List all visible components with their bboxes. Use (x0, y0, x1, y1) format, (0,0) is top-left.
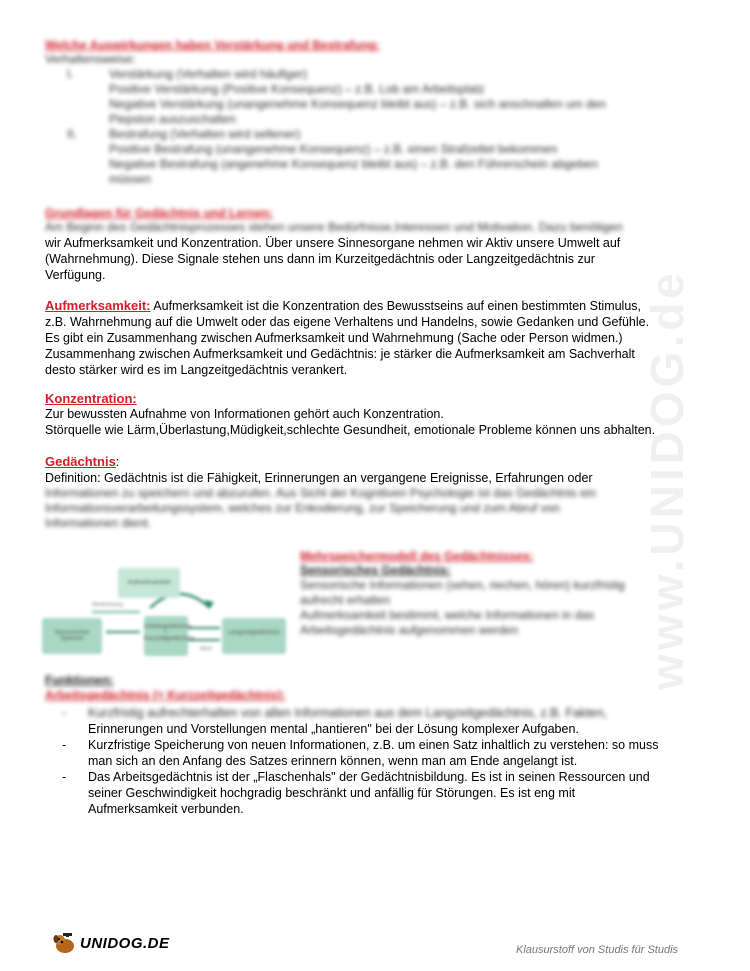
paragraph-text: Aufmerksamkeit ist die Konzentration des Bewusstseins auf einen bestimmten Stimulus, (150, 299, 642, 313)
roman-numeral: I. (67, 67, 74, 81)
paragraph-line (45, 298, 710, 314)
section-funktionen (45, 673, 710, 702)
item-line: Positive Bestrafung (unangenehme Konsequenz) – z.B. einen Strafzettel bekommen (109, 142, 558, 156)
list-item (62, 769, 712, 817)
blurred-line: Kurzfristig aufrechterhalten von allen Informationen aus dem Langzeitgedächtnis, z.B. Fakten, (88, 706, 608, 720)
diagram-box-label: Langzeitgedächtnis (228, 630, 280, 636)
section-intro: Verhaltensweise: (45, 52, 136, 66)
blurred-line: Informationsverarbeitungssystem, welches zur Enkodierung, zur Speicherung und zum Abruf von (45, 501, 560, 515)
section-heading: Welche Auswirkungen haben Verstärkung und Bestrafung: (45, 38, 380, 52)
roman-item (45, 67, 710, 127)
dog-icon (52, 932, 78, 954)
section-heading: Gedächtnis (45, 454, 116, 469)
diagram-box-middle (144, 616, 195, 656)
section-heading: Aufmerksamkeit: (45, 298, 151, 313)
paragraph-line: aufrecht erhalten (300, 593, 391, 607)
paragraph-line: Das Arbeitsgedächtnis ist der „Flaschenhals" der Gedächtnisbildung. Es ist in seinen Ressourcen und (88, 770, 650, 784)
paragraph-line: Arbeitsgedächtnis aufgenommen werden (300, 623, 519, 637)
paragraph-line: Kurzfristige Speicherung von neuen Informationen, z.B. um einen Satz inhaltlich zu verstehen: so muss (88, 738, 659, 752)
diagram-box-label: Sensorischer Speicher (54, 630, 90, 642)
item-line: Positive Verstärkung (Positive Konsequenz) – z.B. Lob am Arbeitsplatz (109, 82, 485, 96)
section-subheading: Arbeitsgedächtnis (= Kurzzeitgedächtnis): (45, 688, 286, 702)
diagram-arrow-label: Abruf (200, 646, 212, 652)
roman-item (45, 127, 710, 187)
blurred-line: Informationen zu speichern und abzurufen. Aus Sicht der Kognitiven Psychologie ist das Gedächtnis ein (45, 486, 596, 500)
paragraph-line: (Wahrnehmung). Diese Signale stehen uns dann im Kurzeitgedächtnis oder Langzeitgedächtnis zur (45, 252, 595, 266)
section-subheading: Sensorisches Gedächtnis: (300, 563, 451, 577)
heading-colon: : (115, 455, 120, 469)
logo-text: UNIDOG.DE (80, 934, 170, 952)
diagram-box-right (222, 618, 286, 654)
paragraph-line: Verfügung. (45, 268, 106, 282)
item-line: Verstärkung (Verhalten wird häufiger) (109, 67, 308, 81)
item-line: müssen (109, 172, 152, 186)
heading-line (45, 454, 710, 470)
section-grundlagen (45, 206, 710, 283)
diagram-box-label: Arbeitsgedächtnis / Kurzzeitgedächtnis (144, 624, 195, 642)
paragraph-line: wir Aufmerksamkeit und Konzentration. Über unsere Sinnesorgane nehmen wir Aktiv unsere Umwelt auf (45, 236, 621, 250)
diagram-box-top (118, 568, 180, 598)
footer-logo (52, 932, 170, 954)
section-heading: Konzentration: (45, 391, 137, 406)
diagram-box-label: Aufmerksamkeit (127, 580, 171, 586)
blurred-line: Informationen dient. (45, 516, 152, 530)
item-line: Negative Verstärkung (unangenehme Konsequenz bleibt aus) – z.B. sich anschnallen um den (109, 97, 606, 111)
item-line: Piepston auszuschalten (109, 112, 236, 126)
blurred-line: Am Beginn des Gedächtnisprozesses stehen unsere Bedürfnisse,Interessen und Motivation. Dazu benötigen (45, 220, 623, 234)
paragraph-line: Störquelle wie Lärm,Überlastung,Müdigkeit,schlechte Gesundheit, emotionale Probleme können uns abhalten. (45, 423, 656, 437)
paragraph-line: Definition: Gedächtnis ist die Fähigkeit, Erinnerungen an vergangene Ereignisse, Erfahrungen oder (45, 471, 593, 485)
item-line: Negative Bestrafung (angenehme Konsequenz bleibt aus) – z.B. den Führerschein abgeben (109, 157, 598, 171)
paragraph-line: Sensorische Informationen (sehen, riechen, hören) kurzfristig (300, 578, 625, 592)
roman-numeral: II. (67, 127, 78, 141)
bullet-dash: - (62, 706, 67, 720)
memory-model-diagram (40, 560, 290, 670)
section-heading: Grundlagen für Gedächtnis und Lernen: (45, 206, 274, 220)
paragraph-line: Es gibt ein Zusammenhang zwischen Aufmerksamkeit und Wahrnehmung (Sache oder Person widmen.) (45, 331, 623, 345)
bullet-list (62, 705, 712, 817)
paragraph-line: man sich an den Anfang des Satzes erinnern können, wenn man am Ende angelangt ist. (88, 754, 578, 768)
paragraph-line: Erinnerungen und Vorstellungen mental „hantieren" bei der Lösung komplexer Aufgaben. (88, 722, 579, 736)
item-line: Bestrafung (Verhalten wird seltener) (109, 127, 301, 141)
footer-tagline: Klausurstoff von Studis für Studis (516, 944, 679, 956)
diagram-box-left (42, 618, 102, 654)
section-heading: Mehrspeichermodell des Gedächtnisses: (300, 549, 534, 563)
paragraph-line: seiner Geschwindigkeit hochgradig beschränkt und anfällig für Störungen. Es ist eng mit (88, 786, 576, 800)
paragraph-line: Aufmerksamkeit bestimmt, welche Informationen in das (300, 608, 595, 622)
paragraph-line: Zur bewussten Aufnahme von Informationen gehört auch Konzentration. (45, 407, 444, 421)
diagram-arrow-label: Wiederholung (92, 602, 123, 608)
section-gedaechtnis (45, 454, 710, 531)
paragraph-line: Aufmerksamkeit verbunden. (88, 802, 244, 816)
paragraph-line: z.B. Wahrnehmung auf die Umwelt oder das eigene Verhaltens und Handelns, sowie Gedanken und Gefühle. (45, 315, 650, 329)
paragraph-line: desto stärker wird es im Langzeitgedächtnis verankert. (45, 363, 348, 377)
section-aufmerksamkeit (45, 298, 710, 378)
section-verstaerkung (45, 38, 710, 187)
list-item (62, 705, 712, 737)
list-item (62, 737, 712, 769)
paragraph-line: Zusammenhang zwischen Aufmerksamkeit und Gedächtnis: je stärker die Aufmerksamkeit am Sachverhalt (45, 347, 635, 361)
section-konzentration (45, 391, 710, 438)
bullet-dash: - (62, 770, 67, 784)
section-mehrspeichermodell (300, 549, 700, 638)
section-heading: Funktionen: (45, 673, 114, 687)
bullet-dash: - (62, 738, 67, 752)
watermark: www.UNIDOG.de (641, 269, 693, 690)
